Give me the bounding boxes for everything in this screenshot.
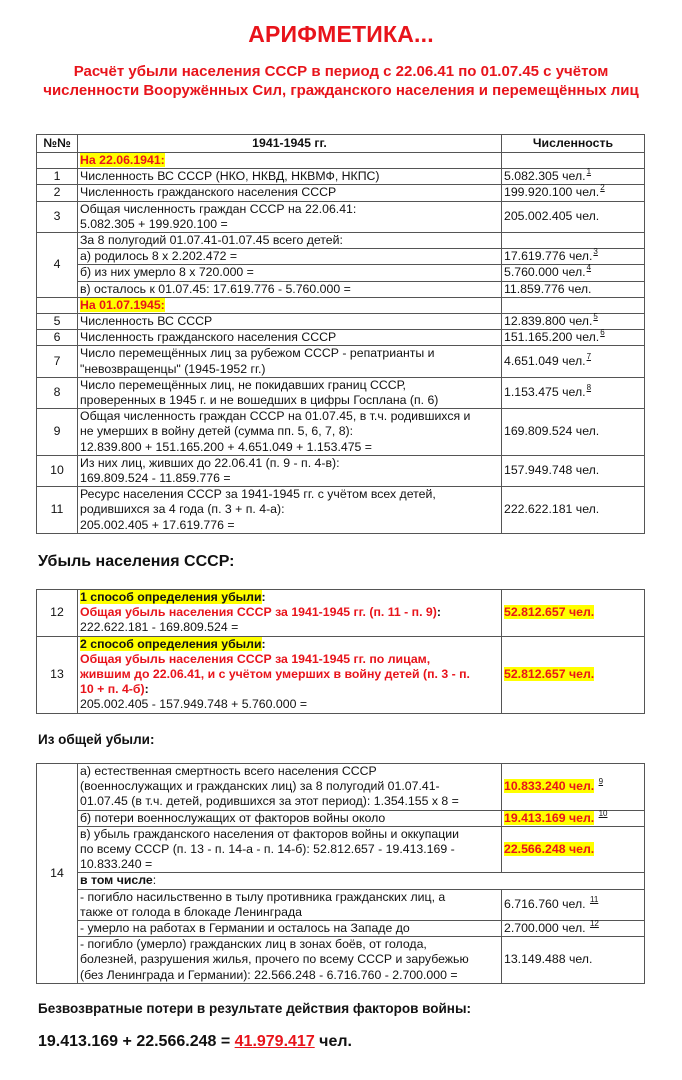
table-row (37, 377, 645, 408)
section-label-1945: На 01.07.1945: (80, 297, 165, 312)
table-row (37, 233, 645, 249)
footnote-link[interactable]: 7 (586, 352, 592, 362)
loss-heading: Убыль населения СССР: (38, 553, 235, 570)
footnote-link[interactable]: 11 (589, 895, 599, 905)
row-value: 6.716.760 чел. $^{11}$ (502, 889, 645, 920)
table-row (37, 764, 645, 811)
loss-table (36, 589, 645, 714)
footnote-link[interactable]: 9 (598, 777, 604, 787)
table-row (37, 409, 645, 456)
row-value: 199.920.100 чел.$^2$ (502, 185, 645, 201)
method-label: 1 способ определения убыли (80, 590, 262, 604)
row-text: Число перемещённых лиц за рубежом СССР - репатрианты и "невозвращенцы" (1945-1952 гг.) (78, 346, 502, 377)
population-table (36, 134, 645, 534)
of-total-heading: Из общей убыли: (38, 732, 155, 747)
table-row (37, 185, 645, 201)
row-number: 2 (37, 185, 78, 201)
method-title: Общая убыль населения СССР за 1941-1945 гг. (п. 11 - п. 9) (80, 605, 437, 620)
row-value: 12.839.800 чел.$^5$ (502, 314, 645, 330)
irrecoverable-heading: Безвозвратные потери в результате действия факторов войны: (38, 1001, 471, 1016)
row-text: а) родилось 8 х 2.202.472 = (78, 249, 502, 265)
row-text: Общая численность граждан СССР на 22.06.41: 5.082.305 + 199.920.100 = (78, 201, 502, 232)
footnote-link[interactable]: 2 (600, 183, 605, 193)
row-text: Из них лиц, живших до 22.06.41 (п. 9 - п. 4-в): 169.809.524 - 11.859.776 = (78, 455, 502, 486)
header-period: 1941-1945 гг. (78, 135, 502, 153)
header-count: Численность (502, 135, 645, 153)
row-text: Численность ВС СССР (78, 314, 502, 330)
table-subrow (37, 937, 645, 984)
row-number: 8 (37, 377, 78, 408)
footnote-link[interactable]: 4 (586, 263, 592, 273)
table-row (37, 590, 645, 637)
row-value: 5.760.000 чел.$^4$ (502, 265, 645, 281)
table-subrow (37, 921, 645, 937)
row-value: 2.700.000 чел. $^{12}$ (502, 921, 645, 937)
row-value: 222.622.181 чел. (502, 487, 645, 534)
row-text: б) потери военнослужащих от факторов войны около (78, 810, 502, 826)
row-value: 151.165.200 чел.$^6$ (502, 330, 645, 346)
row-value: 205.002.405 чел. (502, 201, 645, 232)
row-text: в) осталось к 01.07.45: 17.619.776 - 5.760.000 = (78, 281, 502, 297)
table-row (37, 169, 645, 185)
table-row (37, 330, 645, 346)
row-text: Численность ВС СССР (НКО, НКВД, НКВМФ, НКПС) (78, 169, 502, 185)
method-formula: 222.622.181 - 169.809.524 = (80, 620, 239, 635)
row-text: б) из них умерло 8 х 720.000 = (78, 265, 502, 281)
table-row (37, 636, 645, 713)
row-number: 14 (37, 764, 78, 984)
row-number: 9 (37, 409, 78, 456)
table-subrow (37, 889, 645, 920)
row-text: Ресурс населения СССР за 1941-1945 гг. с учётом всех детей, родившихся за 4 года (п. 3 + п. 4-а): 205.002.405 + 17.619.776 = (78, 487, 502, 534)
row-number: 10 (37, 455, 78, 486)
row-text: - умерло на работах в Германии и осталось на Западе до (78, 921, 502, 937)
row-number: 11 (37, 487, 78, 534)
row-number: 7 (37, 346, 78, 377)
row-text: в) убыль гражданского населения от факторов войны и оккупации по всему СССР (п. 13 - п. 14-а - п. 14-б): 52.812.657 - 19.413.169 - 10.833.240 = (78, 826, 502, 873)
row-text: За 8 полугодий 01.07.41-01.07.45 всего детей: (78, 233, 502, 249)
footnote-link[interactable]: 8 (586, 383, 592, 393)
row-number: 3 (37, 201, 78, 232)
table-row (37, 455, 645, 486)
row-value: 5.082.305 чел.$^1$ (502, 169, 645, 185)
row-text: Общая численность граждан СССР на 01.07.45, в т.ч. родившихся и не умерших в войну детей (сумма пп. 5, 6, 7, 8): 12.839.800 + 151.165.200 + 4.651.049 + 1.153.475 = (78, 409, 502, 456)
row-value: 4.651.049 чел.$^7$ (502, 346, 645, 377)
row-value: 10.833.240 чел. $^9$ (502, 764, 645, 811)
row-value: 1.153.475 чел.$^8$ (502, 377, 645, 408)
row-value: 157.949.748 чел. (502, 455, 645, 486)
row-text: 1 способ определения убыли: Общая убыль населения СССР за 1941-1945 гг. (п. 11 - п. 9): 222.622.181 - 169.809.524 = (78, 590, 502, 637)
table-subrow (37, 810, 645, 826)
row-value: 17.619.776 чел.$^3$ (502, 249, 645, 265)
table-row (37, 487, 645, 534)
row-text: а) естественная смертность всего населения СССР (военнослужащих и гражданских лиц) за 8 полугодий 01.07.41- 01.07.45 (в т.ч. детей, родившихся за этот период): 1.354.155 х 8 = (78, 764, 502, 811)
row-number: 1 (37, 169, 78, 185)
row-text: Численность гражданского населения СССР (78, 330, 502, 346)
table-row (37, 201, 645, 232)
final-unit: чел. (319, 1033, 352, 1050)
row-text: Численность гражданского населения СССР (78, 185, 502, 201)
footnote-link[interactable]: 5 (593, 312, 598, 322)
row-text: 2 способ определения убыли: Общая убыль населения СССР за 1941-1945 гг. по лицам, жившим до 22.06.41, и с учётом умерших в войну детей (п. 3 - п. 10 + п. 4-б): 205.002.405 - 157.949.748 + 5.760.000 = (78, 636, 502, 713)
row-number: 12 (37, 590, 78, 637)
footnote-link[interactable]: 6 (600, 328, 605, 338)
table-subrow (37, 249, 645, 265)
method-label: 2 способ определения убыли (80, 636, 262, 651)
row-value: 52.812.657 чел. (502, 636, 645, 713)
row-value: 169.809.524 чел. (502, 409, 645, 456)
final-formula: 19.413.169 + 22.566.248 = (38, 1033, 231, 1050)
section-label-1941: На 22.06.1941: (80, 153, 165, 167)
table-subrow (37, 281, 645, 297)
method-formula: 205.002.405 - 157.949.748 + 5.760.000 = (80, 697, 308, 712)
table-header-row (37, 135, 645, 153)
footnote-link[interactable]: 12 (589, 919, 599, 929)
row-text: - погибло насильственно в тылу противника гражданских лиц, а также от голода в блокаде Ленинграда (78, 889, 502, 920)
including-row: в том числе: (37, 873, 645, 889)
table-subrow (37, 826, 645, 873)
footnote-link[interactable]: 10 (598, 808, 608, 818)
final-result (38, 1033, 352, 1051)
header-number: №№ (37, 135, 78, 153)
section-row-1941 (37, 153, 645, 169)
row-value: 13.149.488 чел. (502, 937, 645, 984)
row-number: 13 (37, 636, 78, 713)
table-row (37, 314, 645, 330)
row-text: Число перемещённых лиц, не покидавших границ СССР, проверенных в 1945 г. и не вошедших в цифры Госплана (п. 6) (78, 377, 502, 408)
including-label: в том числе (80, 873, 153, 888)
table-row (37, 346, 645, 377)
row-number: 5 (37, 314, 78, 330)
breakdown-table (36, 763, 645, 984)
row-value: 22.566.248 чел. (502, 826, 645, 873)
page-subtitle: Расчёт убыли населения СССР в период с 22.06.41 по 01.07.45 с учётом численности Вооружённых Сил, гражданского населения и перемещённых лиц (43, 63, 639, 99)
row-text: - погибло (умерло) гражданских лиц в зонах боёв, от голода, болезней, разрушения жилья, прочего по всему СССР и зарубежью (без Ленинграда и Германии): 22.566.248 - 6.716.760 - 2.700.000 = (78, 937, 502, 984)
footnote-link[interactable]: 1 (586, 167, 592, 177)
row-value: 19.413.169 чел. $^{10}$ (502, 810, 645, 826)
row-value: 52.812.657 чел. (502, 590, 645, 637)
row-number: 6 (37, 330, 78, 346)
page-title: АРИФМЕТИКА... (248, 21, 434, 47)
row-number: 4 (37, 233, 78, 298)
final-value: 41.979.417 (234, 1033, 315, 1050)
section-row-1945 (37, 297, 645, 313)
row-value: 11.859.776 чел. (502, 281, 645, 297)
table-subrow (37, 265, 645, 281)
footnote-link[interactable]: 3 (593, 247, 598, 257)
